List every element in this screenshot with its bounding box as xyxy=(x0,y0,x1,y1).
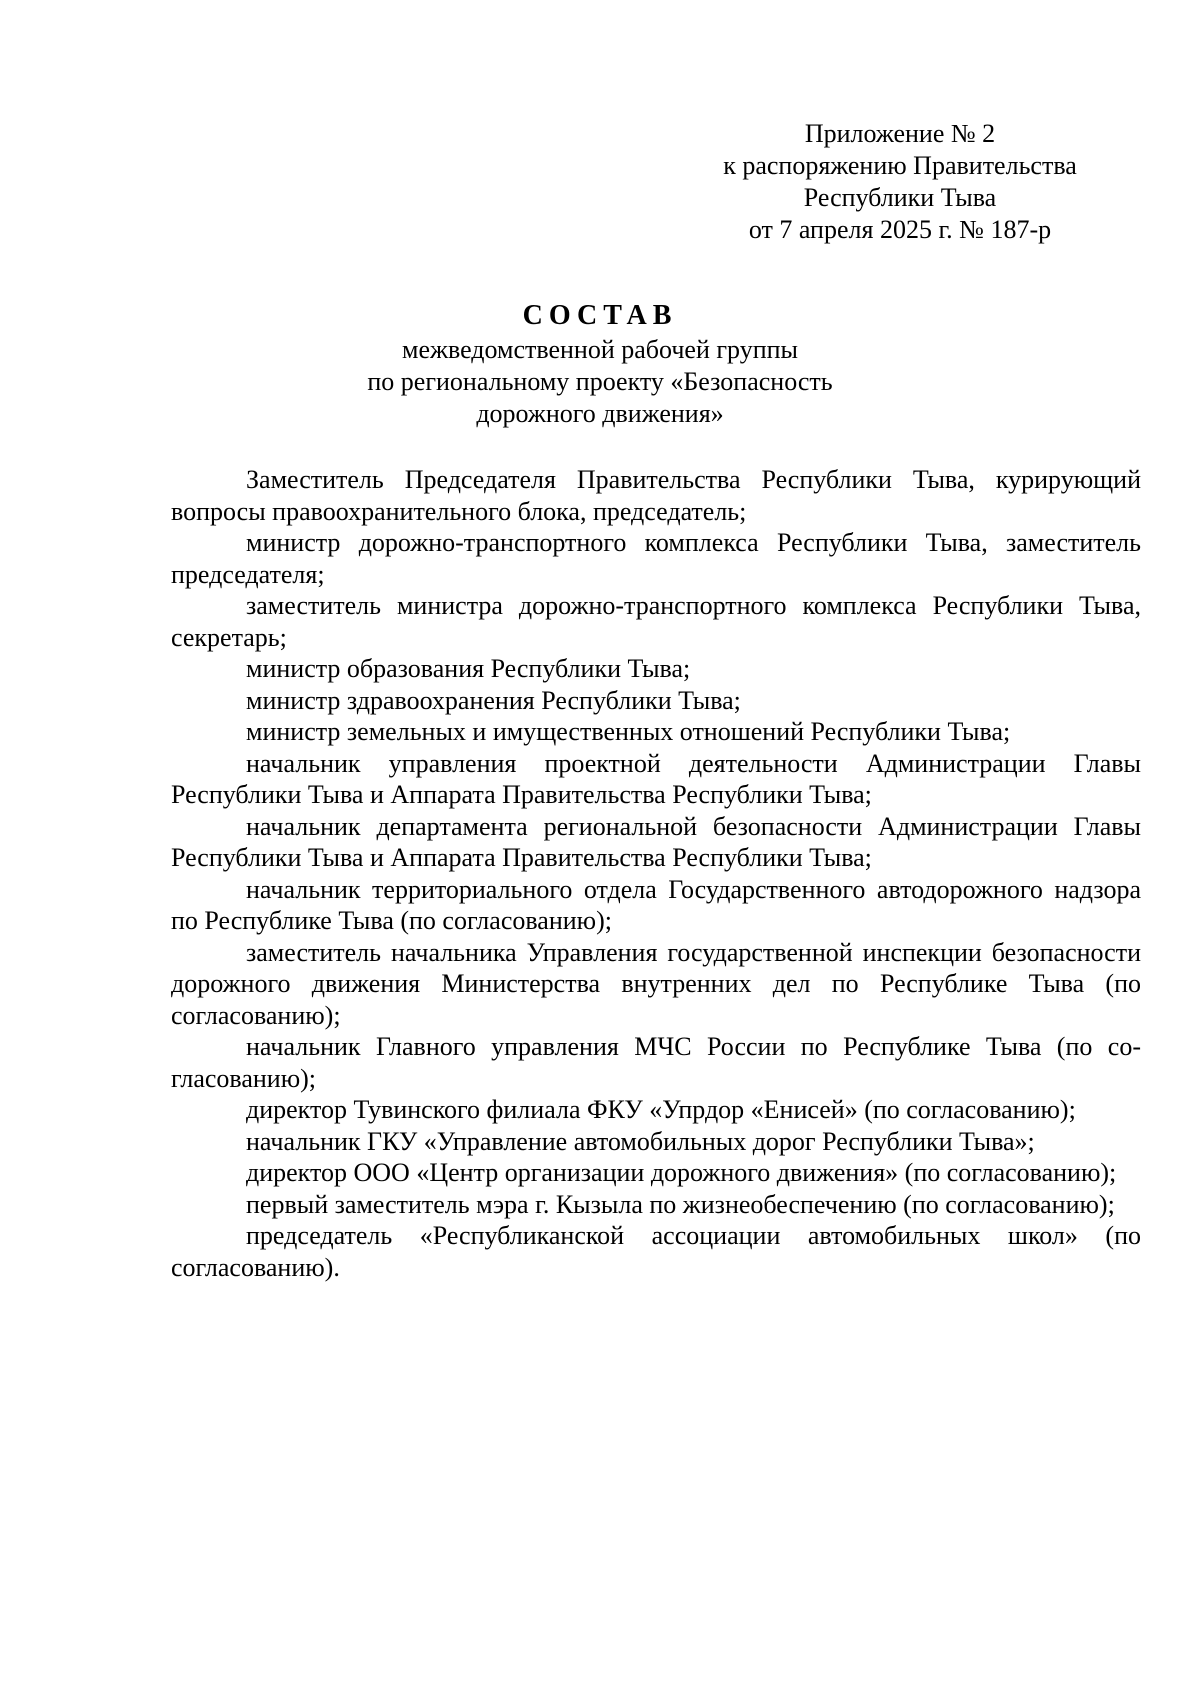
subtitle-line-2: по региональному проекту «Безопасность xyxy=(367,367,833,396)
subtitle-line-3: дорожного движения» xyxy=(476,399,724,428)
list-item: начальник департамента региональной безопасности Администрации Главы Республики Тыва и Аппарата Правительства Республики Тыва; xyxy=(171,811,1141,872)
list-item: председатель «Республиканской ассоциации автомобильных школ» (по согласованию). xyxy=(171,1221,1141,1282)
annex-number: Приложение № 2 xyxy=(804,119,996,148)
list-item: директор Тувинского филиала ФКУ «Упрдор «Енисей» (по согласованию); xyxy=(246,1095,1076,1124)
list-item: Заместитель Председателя Правительства Республики Тыва, курирующий вопросы правоохранительного блока, председатель; xyxy=(171,465,1141,526)
document-title: СОСТАВ xyxy=(522,300,678,331)
list-item: первый заместитель мэра г. Кызыла по жизнеобеспечению (по согласованию); xyxy=(246,1189,1115,1219)
list-item: начальник Главного управления МЧС России по Республике Тыва (по согласованию); xyxy=(171,1032,1141,1093)
annex-date-number: от 7 апреля 2025 г. № 187-р xyxy=(748,215,1052,244)
list-item: директор ООО «Центр организации дорожного движения» (по согласованию); xyxy=(246,1158,1117,1187)
list-item: заместитель министра дорожно-транспортного комплекса Республики Тыва, секретарь; xyxy=(171,591,1141,652)
list-item: министр образования Республики Тыва; xyxy=(246,654,691,683)
annex-order-ref: к распоряжению Правительства xyxy=(723,151,1077,180)
list-item: начальник управления проектной деятельности Администрации Главы Республики Тыва и Аппарата Правительства Республики Тыва; xyxy=(171,748,1141,809)
members-list xyxy=(171,464,1141,1283)
list-item: начальник территориального отдела Государственного автодорожного надзора по Республике Тыва (по согласованию); xyxy=(171,874,1141,935)
list-item: начальник ГКУ «Управление автомобильных дорог Республики Тыва»; xyxy=(246,1126,1035,1156)
list-item: министр дорожно-транспортного комплекса Республики Тыва, заместитель председателя; xyxy=(171,528,1141,589)
list-item: министр земельных и имущественных отношений Республики Тыва; xyxy=(246,717,1011,746)
list-item: заместитель начальника Управления государственной инспекции безопасности дорожного движения Министерства внутренних дел по Республике Тыва (по согласованию); xyxy=(171,937,1141,1030)
annex-reference xyxy=(680,118,1120,246)
subtitle-line-1: межведомственной рабочей группы xyxy=(401,335,799,364)
title-block xyxy=(0,298,1200,430)
annex-region: Республики Тыва xyxy=(803,183,997,212)
list-item: министр здравоохранения Республики Тыва; xyxy=(246,685,741,715)
